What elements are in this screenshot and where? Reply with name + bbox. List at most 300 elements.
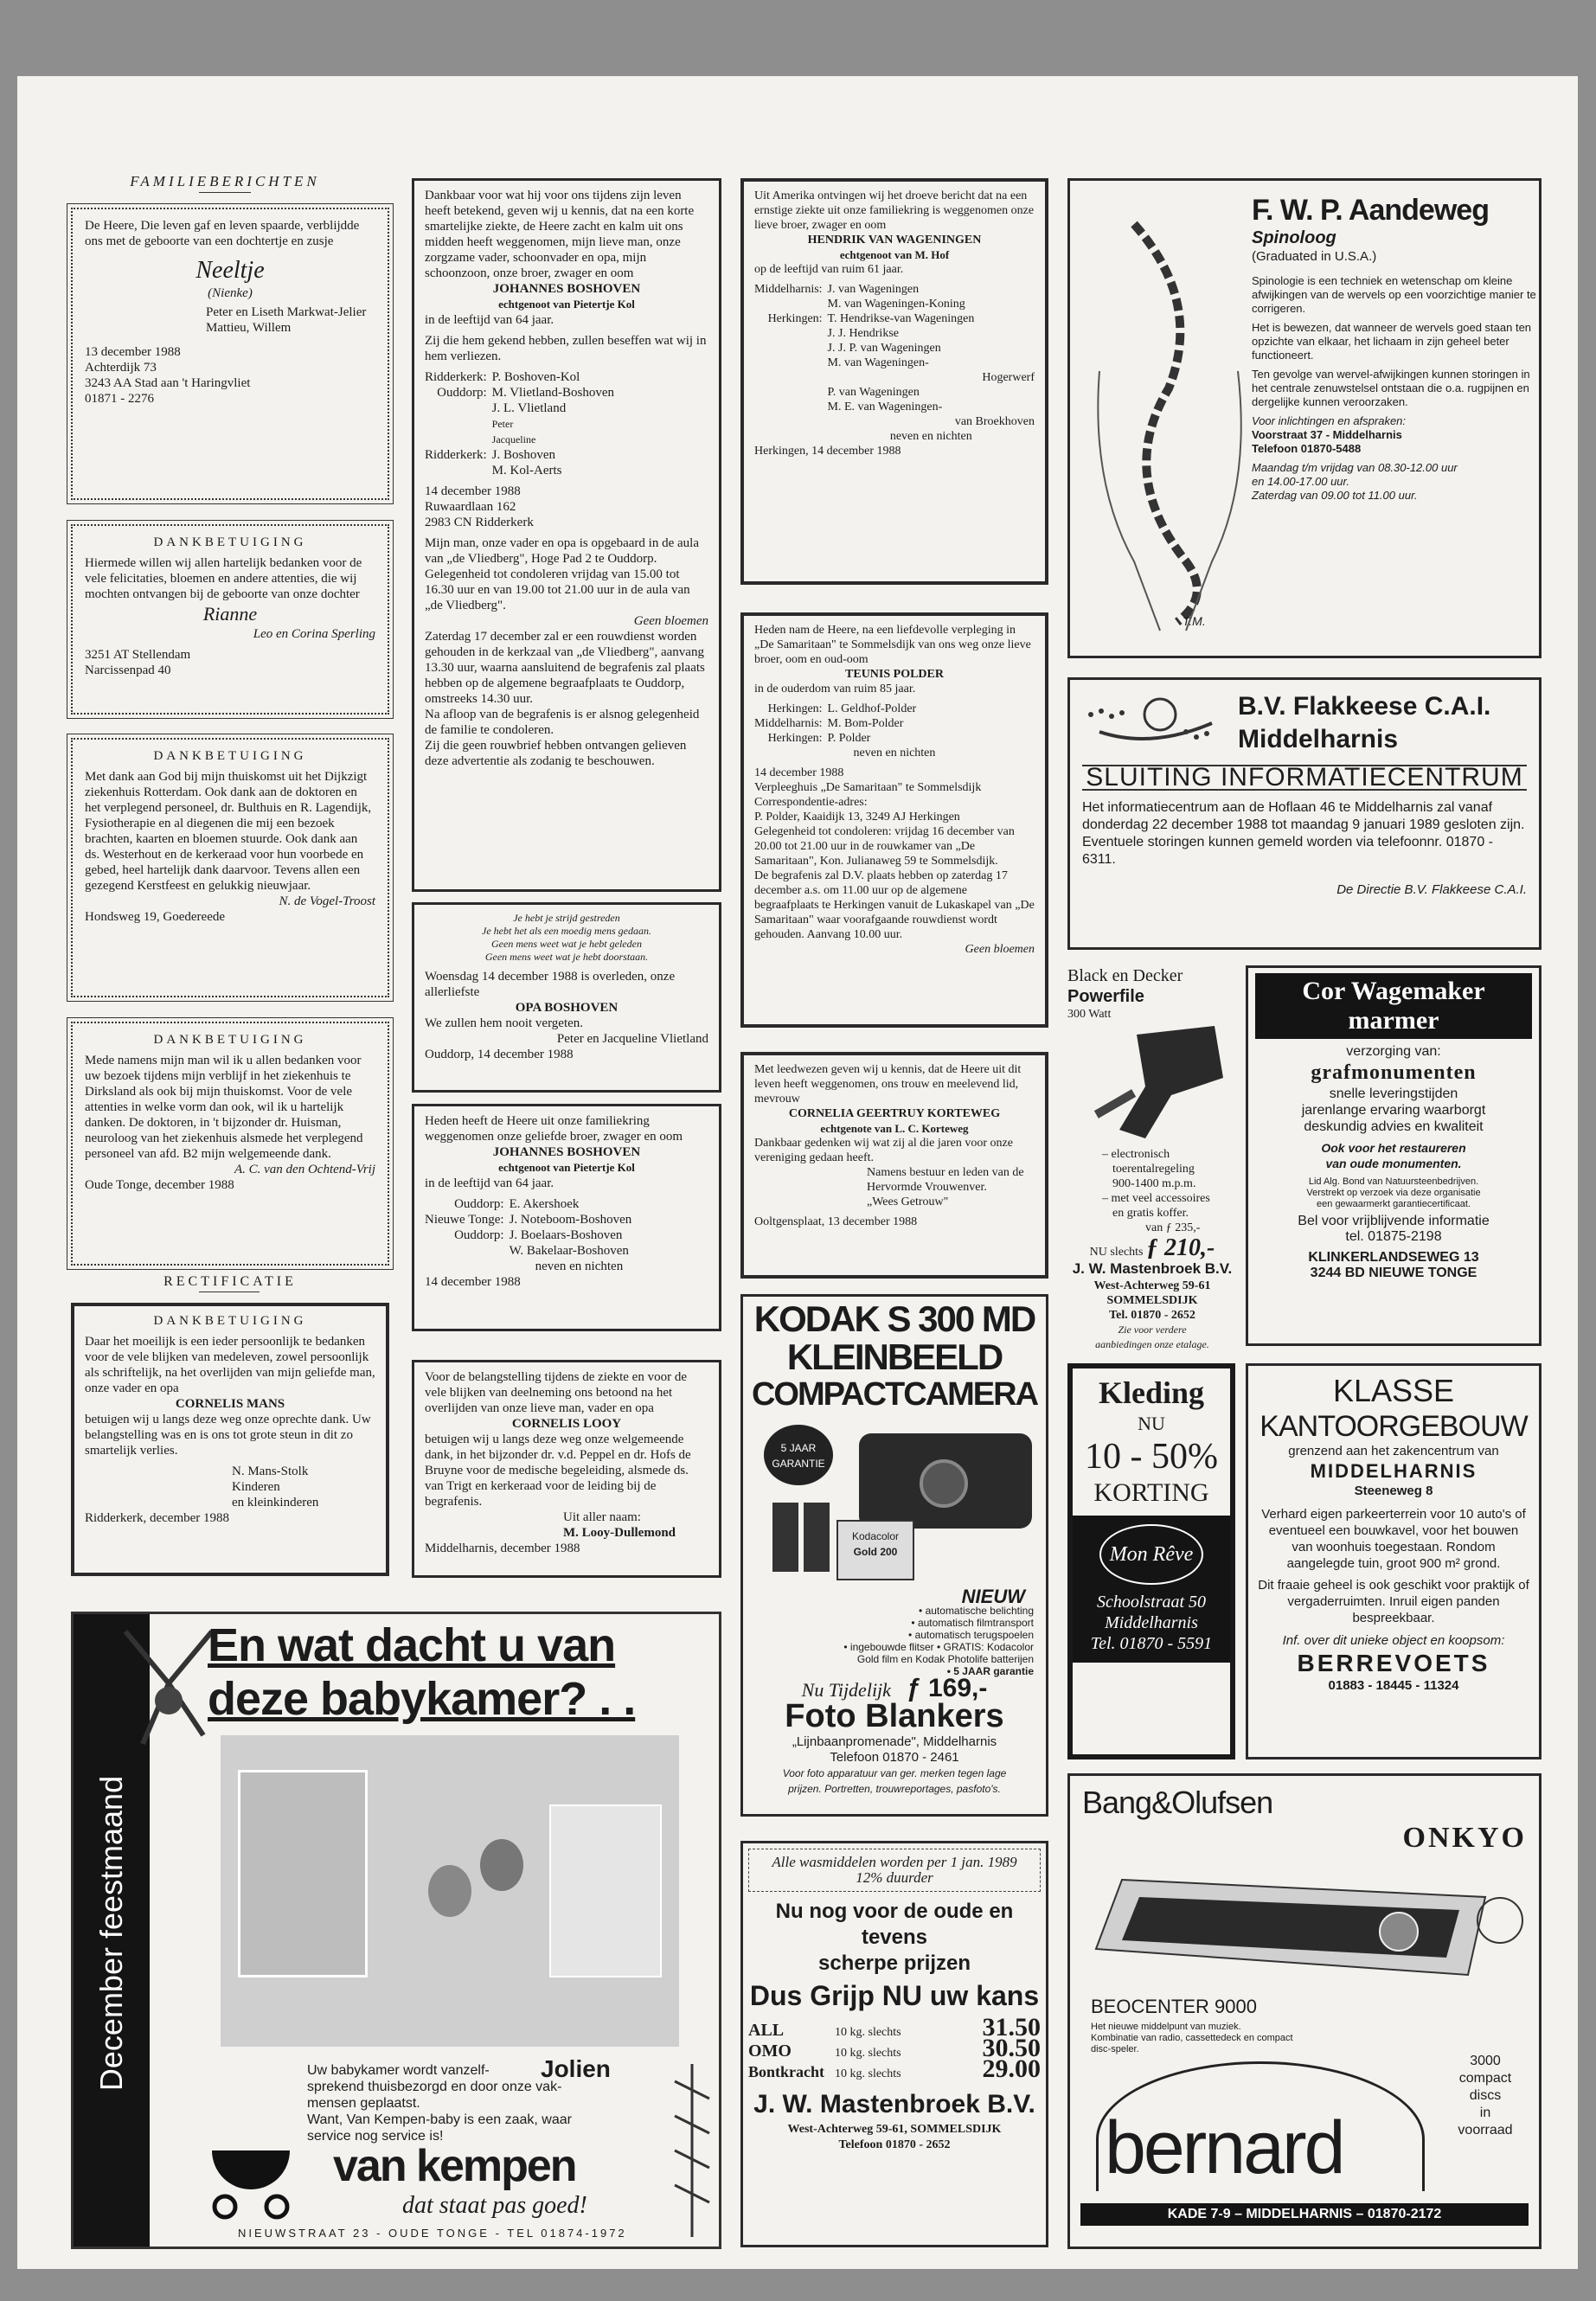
feature-item: toerentalregeling — [1112, 1163, 1195, 1176]
wagemaker-header — [1255, 973, 1532, 1039]
shop-logo: bernard — [1105, 2106, 1343, 2189]
birth-announcement — [71, 208, 389, 500]
place — [425, 432, 487, 447]
opening-hours: Zaterdag van 09.00 tot 11.00 uur. — [1252, 489, 1418, 502]
address: Ruwaardlaan 162 — [425, 500, 516, 514]
spouse: echtgenoot van Pietertje Kol — [498, 1161, 635, 1174]
cabinet-icon — [549, 1804, 662, 1977]
ad-text: Hiermede willen wij allen hartelijk bedanken voor de vele felicitaties, bloemen en andere attenties, die wij mochten ontvangen bij de geboorte van onze dochter — [85, 556, 362, 601]
ad-title: DANKBETUIGING — [153, 1314, 307, 1328]
relative: P. Boshoven-Kol — [491, 370, 580, 384]
ad-text: van oude monumenten. — [1325, 1157, 1462, 1170]
kodak-ad — [740, 1294, 1048, 1817]
company-name: Cor Wagemaker — [1302, 977, 1485, 1005]
family-list — [425, 1196, 708, 1274]
signature: N. Mans-Stolk — [232, 1465, 309, 1478]
place — [425, 463, 487, 478]
discount: 10 - 50% — [1085, 1437, 1218, 1477]
phone: Tel. 01870 - 2652 — [1109, 1309, 1195, 1322]
ad-title: DANKBETUIGING — [153, 749, 307, 763]
date: 14 december 1988 — [754, 766, 844, 779]
signature: Kinderen — [232, 1480, 280, 1494]
ad-headline: Nu nog voor de oude en tevens — [775, 1900, 1014, 1949]
relative: neven en nichten — [889, 430, 972, 443]
note: prijzen. Portretten, trouwreportages, pasfoto's. — [788, 1783, 1001, 1795]
price-notice — [748, 1849, 1041, 1892]
headline-line: deze babykamer? . . — [208, 1673, 636, 1725]
logo-text: Mon Rêve — [1109, 1543, 1194, 1566]
address: Oude Tonge, december 1988 — [85, 1178, 234, 1192]
profession: Spinoloog — [1252, 228, 1336, 247]
ad-text: Gelegenheid tot condoleren: vrijdag 16 december van 20.00 tot 21.00 uur in de rouwkamer van „De Samaritaan", Kon. Julianaweg 59 te Sommelsdijk. — [754, 825, 1015, 868]
age: op de leeftijd van ruim 61 jaar. — [754, 263, 904, 276]
ad-text: Dankbaar gedenken wij wat zij al die jaren voor onze vereniging gedaan heeft. — [754, 1137, 1013, 1164]
ad-text: Uw babykamer wordt vanzelf- — [307, 2063, 490, 2078]
ad-text: betuigen wij u langs deze weg onze welgemeende dank, in het bijzonder dr. v.d. Peppel en dr. Hofs de Bruyne voor de medische begeleiding, alsmede ds. van Trigt en kerkeraad voor de leiding bij de begrafenis. — [425, 1433, 691, 1509]
opening-hours: Maandag t/m vrijdag van 08.30-12.00 uur — [1252, 461, 1458, 474]
price: ƒ 169,- — [906, 1674, 988, 1702]
ad-text: betuigen wij u langs deze weg onze oprechte dank. Uw belangstelling was en is ons tot grote steun in dit zo smartelijk verlies. — [85, 1413, 371, 1458]
stock-notice — [1442, 2053, 1529, 2139]
ad-text: Mijn man, onze vader en opa is opgebaard in de aula van „de Vliedberg", Hoge Pad 2 te Ouddorp. — [425, 536, 699, 566]
price: 31.50 — [982, 2013, 1041, 2041]
deceased-name: HENDRIK VAN WAGENINGEN — [807, 234, 982, 247]
company-name: marmer — [1348, 1006, 1439, 1035]
feature-item: Gold film en Kodak Photolife batterijen — [856, 1653, 1034, 1665]
age: in de ouderdom van ruim 85 jaar. — [754, 683, 916, 695]
signature: A. C. van den Ochtend-Vrij — [234, 1163, 375, 1176]
shop-name: J. W. Mastenbroek B.V. — [1072, 1260, 1233, 1277]
pine-branch-icon — [670, 2064, 714, 2237]
vankempen-ad — [71, 1612, 721, 2249]
feature-item: – met veel accessoires — [1102, 1192, 1210, 1205]
address: 3243 AA Stad aan 't Haringvliet — [85, 376, 251, 390]
ad-headline: KODAK S 300 MD — [753, 1298, 1035, 1339]
ad-headline: COMPACTCAMERA — [751, 1376, 1038, 1413]
monreve-logo — [1099, 1524, 1203, 1585]
phone: Telefoon 01870 - 2652 — [838, 2138, 951, 2151]
ad-text: Daar het moeilijk is een ieder persoonlijk te bedanken voor de vele blijken van medeleven, zowel persoonlijk als schriftelijk, na het overlijden van mijn geliefde man, onze vader en opa — [85, 1335, 375, 1395]
new-label: NIEUW — [961, 1586, 1025, 1607]
ad-text: Voor de belangstelling tijdens de ziekte en voor de vele blijken van deelneming ons betoond na het overlijden van onze lieve man, vader en opa — [425, 1370, 687, 1415]
ad-text: Met leedwezen geven wij u kennis, dat de Heere uit dit leven heeft weggenomen, ons trouw en meelevend lid, mevrouw — [754, 1063, 1022, 1106]
notice-text: Alle wasmiddelen worden per 1 jan. 1989 — [772, 1854, 1017, 1870]
spine-icon — [1082, 198, 1255, 639]
shop-logo: van kempen — [333, 2141, 576, 2191]
artist-signature: T.M. — [1183, 614, 1206, 628]
deceased-name: TEUNIS POLDER — [845, 668, 944, 681]
person-icon — [428, 1865, 471, 1917]
price-row — [747, 1674, 1042, 1702]
badge-text: 5 JAAR — [780, 1442, 817, 1454]
company-name: B.V. Flakkeese C.A.I. — [1238, 692, 1491, 721]
address: Narcissenpad 40 — [85, 663, 171, 677]
power-tool-icon — [1085, 1017, 1232, 1147]
address: Ooltgensplaat, 13 december 1988 — [754, 1215, 918, 1228]
ad-text: Want, Van Kempen-baby is een zaak, waar — [307, 2112, 572, 2127]
relative: J. van Wageningen — [827, 283, 920, 296]
service-name: grafmonumenten — [1311, 1061, 1477, 1084]
address: West-Achterweg 59-61, SOMMELSDIJK — [787, 2123, 1002, 2136]
collection-name: Jolien — [541, 2055, 611, 2082]
notice-title: SLUITING INFORMATIECENTRUM — [1082, 765, 1527, 791]
address: 3251 AT Stellendam — [85, 648, 191, 662]
child-nickname: (Nienke) — [208, 286, 253, 300]
overlijden-boshoven-familie — [412, 1104, 721, 1331]
place: Middelharnis: — [754, 717, 823, 730]
ad-text: deskundig advies en kwaliteit — [1304, 1119, 1484, 1134]
phone: 01871 - 2276 — [85, 392, 154, 406]
stock-line: 3000 — [1470, 2054, 1501, 2068]
promo-label: NU slechts — [1089, 1246, 1144, 1259]
ad-headline: Dus Grijp NU uw kans — [749, 1980, 1040, 2011]
phone: Telefoon 01870-5488 — [1252, 442, 1362, 455]
ad-headline: scherpe prijzen — [817, 1952, 971, 1975]
battery-icon — [804, 1503, 830, 1572]
place: Ouddorp: — [454, 1228, 504, 1242]
ad-text: Woensdag 14 december 1988 is overleden, onze allerliefste — [425, 970, 676, 999]
date: 13 december 1988 — [85, 345, 181, 359]
place — [425, 401, 487, 416]
babykamer-photo — [221, 1735, 679, 2047]
correspondence-label: Correspondentie-adres: — [754, 796, 868, 809]
place: Herkingen: — [767, 702, 823, 715]
place — [754, 370, 823, 385]
rectificatie-dankbetuiging — [71, 1303, 389, 1576]
ad-text: We zullen hem nooit vergeten. — [425, 1016, 584, 1030]
relative: M. E. van Wageningen- — [827, 401, 943, 413]
location: MIDDELHARNIS — [1310, 1460, 1477, 1482]
wasmiddel-ad — [740, 1841, 1048, 2247]
price: 29.00 — [982, 2054, 1041, 2083]
graduation: (Graduated in U.S.A.) — [1252, 249, 1377, 264]
ad-text: snelle leveringstijden — [1329, 1086, 1458, 1101]
family-list — [754, 282, 1035, 444]
stock-line: in — [1479, 2106, 1491, 2120]
relative: J. Noteboom-Boshoven — [509, 1213, 632, 1227]
signature: „Wees Getrouw" — [867, 1195, 949, 1208]
side-banner-text: December feestmaand — [93, 1775, 129, 2091]
relative: E. Akershoek — [509, 1197, 580, 1211]
signature: N. de Vogel-Troost — [279, 894, 375, 908]
relative: L. Geldhof-Polder — [827, 702, 917, 715]
aandeweg-ad — [1067, 178, 1542, 658]
spouse: echtgenoot van Pietertje Kol — [498, 298, 635, 311]
ad-text: Uit Amerika ontvingen wij het droeve bericht dat na een ernstige ziekte uit onze familiekring is weggenomen onze lieve broer, zwager en oom — [754, 189, 1035, 232]
feature-item: • automatisch terugspoelen — [908, 1629, 1034, 1641]
address: Ridderkerk, december 1988 — [85, 1511, 230, 1525]
ad-text: De begrafenis zal D.V. plaats hebben op zaterdag 17 december a.s. om 11.00 uur op de algemene begraafplaats te Herkingen vanuit de Lukaskapel van „De Samaritaan" waar voorafgaande rouwdienst wordt gehouden. Aanvang 10.00 uur. — [754, 869, 1035, 941]
ad-text: Verhard eigen parkeerterrein voor 10 auto's of eventueel een bouwkavel, voor het bouwen van woonhuis toegestaan. Rondom aangelegde tuin, groot 900 m² grond. — [1261, 1507, 1526, 1571]
place: Herkingen: — [767, 312, 823, 325]
product-model: BEOCENTER 9000 — [1091, 1996, 1257, 2017]
brand: Black en Decker — [1067, 966, 1183, 985]
address: 2983 CN Ridderkerk — [425, 516, 534, 529]
date: Herkingen, 14 december 1988 — [754, 445, 901, 458]
fine-print: Verstrekt op verzoek via deze organisatie — [1306, 1188, 1481, 1198]
phone: 01883 - 18445 - 11324 — [1328, 1678, 1459, 1693]
place: Ridderkerk: — [425, 448, 487, 462]
divider — [199, 192, 251, 193]
place — [754, 326, 823, 341]
place — [425, 416, 487, 432]
newspaper-page — [17, 76, 1578, 2269]
notice-text: 12% duurder — [856, 1869, 933, 1886]
place — [754, 297, 823, 311]
description-line: disc-speler. — [1091, 2044, 1139, 2054]
relative: T. Hendrikse-van Wageningen — [827, 312, 975, 325]
wagemaker-ad — [1246, 965, 1542, 1346]
parents: Peter en Liseth Markwat-Jelier — [206, 305, 367, 319]
deceased-name: OPA BOSHOVEN — [515, 1001, 619, 1015]
ad-text: verzorging van: — [1346, 1044, 1441, 1059]
family-list — [425, 369, 708, 478]
ad-title: DANKBETUIGING — [153, 1033, 307, 1047]
relative: J. Boshoven — [491, 448, 555, 462]
price-list — [748, 2013, 1041, 2083]
beocenter-image — [1087, 1862, 1503, 1992]
ad-text: NU — [1138, 1413, 1165, 1434]
deceased-name: CORNELIA GEERTRUY KORTEWEG — [788, 1107, 1001, 1120]
ad-text: Spinologie is een techniek en wetenschap om kleine afwijkingen van de wervels op een voorzichtige manier te corrigeren. — [1252, 274, 1536, 315]
relative: J. L. Vlietland — [491, 401, 567, 415]
aandeweg-text — [1252, 193, 1537, 503]
place — [425, 1243, 504, 1259]
product-name: Powerfile — [1067, 987, 1144, 1006]
cai-header — [1082, 689, 1527, 758]
stock-line: voorraad — [1458, 2123, 1513, 2138]
address: Steeneweg 8 — [1354, 1484, 1433, 1498]
place — [754, 385, 823, 400]
overlijden-boshoven — [412, 178, 721, 892]
opening-hours: en 14.00-17.00 uur. — [1252, 475, 1349, 488]
signature: Uit aller naam: — [563, 1510, 641, 1524]
pram-icon — [203, 2133, 298, 2220]
product-name: OMO — [748, 2041, 792, 2061]
guarantee-badge — [764, 1425, 833, 1485]
relative: Peter — [491, 418, 514, 430]
relative: M. Kol-Aerts — [491, 464, 562, 478]
signature: Namens bestuur en leden van de Hervormde Vrouwenver. — [867, 1166, 1024, 1194]
no-flowers: Geen bloemen — [965, 943, 1035, 956]
ad-title: DANKBETUIGING — [153, 535, 307, 549]
old-price: van ƒ 235,- — [1145, 1221, 1201, 1234]
deceased-name: CORNELIS LOOY — [511, 1417, 622, 1431]
date: 14 december 1988 — [425, 484, 521, 498]
address: SOMMELSDIJK — [1106, 1294, 1198, 1307]
address: NIEUWSTRAAT 23 - OUDE TONGE - TEL 01874-1972 — [238, 2227, 627, 2240]
relative: M. van Wageningen- — [827, 356, 929, 369]
shop-name: Foto Blankers — [785, 1698, 1004, 1734]
announcement-text: De Heere, Die leven gaf en leven spaarde, verblijdde ons met de geboorte van een dochtertje en zusje — [85, 219, 360, 248]
slogan: dat staat pas goed! — [402, 2192, 587, 2219]
ad-text: Het informatiecentrum aan de Hoflaan 46 te Middelharnis zal vanaf donderdag 22 december 1988 tot maandag 9 januari 1989 gesloten zijn. Eventuele storingen kunnen gemeld worden via telefoonnr. 01870 - 6311. — [1082, 800, 1525, 867]
relative: neven en nichten — [853, 747, 936, 760]
product-name: Bontkracht — [748, 2063, 825, 2080]
relative: M. Vlietland-Boshoven — [491, 386, 615, 400]
signature: M. Looy-Dullemond — [563, 1526, 676, 1540]
ad-text: jarenlange ervaring waarborgt — [1301, 1103, 1486, 1118]
ad-text: Het is bewezen, dat wanneer de wervels goed staan ten opzichte van elkaar, het lichaam in zijn geheel beter functioneert. — [1252, 321, 1532, 362]
battery-icon — [772, 1503, 798, 1572]
spouse: echtgenote van L. C. Korteweg — [820, 1122, 969, 1135]
dankbetuiging-ochtend — [71, 1022, 389, 1266]
overlijden-polder — [740, 612, 1048, 1028]
stock-line: compact — [1458, 2071, 1512, 2086]
relative: van Broekhoven — [954, 415, 1035, 428]
address: Achterdijk 73 — [85, 361, 157, 375]
ad-text: Heden heeft de Heere uit onze familiekring weggenomen onze geliefde broer, zwager en oom — [425, 1114, 683, 1144]
address: P. Polder, Kaaidijk 13, 3249 AJ Herkingen — [754, 811, 960, 824]
practitioner-name: F. W. P. Aandeweg — [1252, 194, 1489, 227]
film-label: Kodacolor — [851, 1530, 900, 1542]
ad-text: Dankbaar voor wat hij voor ons tijdens zijn leven heeft betekend, geven wij u kennis, dat na een korte smartelijke ziekte, de Heere zacht en kalm uit ons midden heeft weggenomen, mijn lieve man, onze zorgzame vader, schoonvader en opa, mijn schoonzoon, onze broer, zwager en oom — [425, 189, 695, 280]
ad-text: Zaterdag 17 december zal er een rouwdienst worden gehouden in de kerkzaal van „de Vliedberg", aanvang 13.30 uur, waarna aansluitend de begrafenis zal plaats hebben op de algemene begraafplaats te Ouddorp, omstreeks 14.30 uur. — [425, 630, 705, 706]
relative: Hogerwerf — [982, 371, 1035, 384]
bd-footer — [1067, 1234, 1237, 1352]
place: Middelharnis: — [754, 283, 823, 296]
age: in de leeftijd van 64 jaar. — [425, 313, 554, 327]
price-row — [748, 2054, 1041, 2083]
address: Middelharnis, december 1988 — [425, 1541, 580, 1555]
ad-text: grenzend aan het zakencentrum van — [1288, 1444, 1499, 1458]
relative: P. Polder — [827, 732, 871, 745]
date: 14 december 1988 — [425, 1275, 521, 1289]
poem-line: Je hebt je strijd gestreden — [513, 912, 620, 924]
kantoorgebouw-ad — [1246, 1363, 1542, 1759]
cai-ad — [1067, 677, 1542, 950]
product-description — [1091, 2022, 1350, 2055]
ad-text: Inf. over dit unieke object en koopsom: — [1282, 1633, 1505, 1648]
feature-item: 900-1400 m.p.m. — [1112, 1177, 1196, 1190]
note: Zie voor verdere — [1118, 1324, 1187, 1336]
verse: Zij die hem gekend hebben, zullen beseffen wat wij in hem verliezen. — [425, 334, 707, 363]
relative: M. van Wageningen-Koning — [827, 298, 965, 311]
badge-text: GARANTIE — [772, 1458, 825, 1470]
feature-item: • 5 JAAR garantie — [946, 1665, 1034, 1677]
dankbetuiging-vogel — [71, 738, 389, 997]
brand-logo: ONKYO — [1402, 1822, 1527, 1854]
headline-line: En wat dacht u van — [208, 1619, 616, 1671]
place — [754, 414, 823, 429]
black-decker-ad — [1067, 965, 1237, 1350]
poem-line: Geen mens weet wat je hebt geleden — [491, 938, 642, 950]
info-label: Voor inlichtingen en afspraken: — [1252, 414, 1407, 427]
vankempen-text — [307, 2062, 584, 2144]
description-line: Kombinatie van radio, cassettedeck en compact — [1091, 2033, 1293, 2043]
relative: J. Boelaars-Boshoven — [509, 1228, 623, 1242]
address: 3244 BD NIEUWE TONGE — [1310, 1266, 1477, 1280]
camera-image — [747, 1416, 1042, 1589]
ad-text: Ook voor het restaureren — [1321, 1141, 1466, 1155]
company-name: Middelharnis — [1238, 725, 1399, 753]
place: Ouddorp: — [437, 386, 487, 400]
address: Voorstraat 37 - Middelharnis — [1252, 428, 1402, 441]
poem-line: Geen mens weet wat je hebt doorstaan. — [484, 951, 649, 963]
power: 300 Watt — [1067, 1008, 1112, 1021]
address: West-Achterweg 59-61 — [1093, 1279, 1211, 1292]
ad-headline: KLEINBEELD — [786, 1336, 1003, 1377]
address: Middelharnis — [1105, 1613, 1198, 1632]
child-name: Rianne — [202, 603, 258, 625]
place — [754, 429, 823, 444]
dankbetuiging-sperling — [71, 524, 389, 715]
rectificatie-header: RECTIFICATIE — [163, 1274, 297, 1289]
cai-name — [1238, 690, 1490, 756]
ad-text: sprekend thuisbezorgd en door onze vak- — [307, 2080, 562, 2094]
feature-item: • ingebouwde flitser • GRATIS: Kodacolor — [843, 1641, 1034, 1653]
ad-text: Ten gevolge van wervel-afwijkingen kunnen storingen in het centrale zenuwstelsel ontstaan die o.a. rugpijnen en dergelijke kunnen veroorzaken. — [1252, 368, 1530, 408]
ad-headline: KLASSE — [1332, 1373, 1455, 1408]
fine-print: een gewaarmerkt garantiecertificaat. — [1317, 1199, 1471, 1209]
ad-text: Dit fraaie geheel is ook geschikt voor praktijk of vergaderruimten. Inruil eigen panden bespreekbaar. — [1258, 1578, 1529, 1625]
deceased-name: CORNELIS MANS — [175, 1397, 285, 1411]
signature: Peter en Jacqueline Vlietland — [556, 1032, 708, 1046]
relative: Jacqueline — [491, 433, 536, 445]
ad-text: mensen geplaatst. — [307, 2096, 420, 2111]
age: in de leeftijd van 64 jaar. — [425, 1176, 554, 1190]
child-name: Neeltje — [195, 257, 265, 284]
quantity: 10 kg. slechts — [835, 2026, 901, 2039]
deceased-name: JOHANNES BOSHOVEN — [492, 1145, 641, 1159]
address: „Lijnbaanpromenade", Middelharnis — [792, 1734, 997, 1749]
feature-item: • automatisch filmtransport — [911, 1617, 1034, 1629]
feature-item: • automatische belichting — [919, 1605, 1034, 1617]
family-list — [754, 702, 1035, 760]
kleding-ad — [1067, 1363, 1235, 1759]
address: Ouddorp, 14 december 1988 — [425, 1048, 574, 1061]
place — [425, 1259, 504, 1274]
ad-text: Met dank aan God bij mijn thuiskomst uit het Dijkzigt ziekenhuis Rotterdam. Ook dank aan de doktoren en het verplegend personeel, dr. Bulthuis en R. Lagendijk, Fysiotherapie en al diegenen die mij een bezoek brachten, kaarten en bloemen stuurde. Ook dank aan ds. Westerhout en de kerkeraad voor hun voorbede en gebed, heel hartelijk dank daarvoor. Tevens allen een gezegend Kerstfeest en gelukkig nieuwjaar. — [85, 770, 372, 893]
deceased-name: JOHANNES BOSHOVEN — [492, 282, 641, 296]
monreve-block — [1073, 1516, 1230, 1663]
place: Verpleeghuis „De Samaritaan" te Sommelsdijk — [754, 781, 982, 794]
siblings: Mattieu, Willem — [206, 321, 292, 335]
address-bar: KADE 7-9 – MIDDELHARNIS – 01870-2172 — [1080, 2203, 1529, 2226]
ad-text: service nog service is! — [307, 2129, 444, 2144]
cai-logo-icon — [1082, 689, 1221, 758]
overlijden-van-wageningen — [740, 178, 1048, 585]
relative: J. J. P. van Wageningen — [827, 342, 941, 355]
address: KLINKERLANDSEWEG 13 — [1308, 1250, 1479, 1265]
signature: De Directie B.V. Flakkeese C.A.I. — [1336, 882, 1527, 897]
relative: J. J. Hendrikse — [827, 327, 899, 340]
poem-line: Je hebt het als een moedig mens gedaan. — [482, 925, 651, 937]
signature: Leo en Corina Sperling — [253, 627, 375, 641]
feature-item: – electronisch — [1102, 1148, 1170, 1161]
overlijden-korteweg — [740, 1052, 1048, 1279]
place — [754, 356, 823, 370]
relative: P. van Wageningen — [827, 386, 920, 399]
no-flowers: Geen bloemen — [633, 614, 708, 628]
description-line: Het nieuwe middelpunt van muziek. — [1091, 2022, 1241, 2032]
address: Hondsweg 19, Goedereede — [85, 910, 226, 924]
ad-text: Na afloop van de begrafenis is er alsnog gelegenheid de familie te condoleren. — [425, 708, 700, 737]
person-icon — [480, 1839, 523, 1891]
fine-print: Lid Alg. Bond van Natuursteenbedrijven. — [1308, 1176, 1479, 1187]
christmas-ornament-icon — [117, 1623, 221, 1753]
ad-text: KORTING — [1093, 1478, 1209, 1507]
company-name: BERREVOETS — [1297, 1650, 1490, 1676]
quantity: 10 kg. slechts — [835, 2047, 901, 2060]
feature-item: en gratis koffer. — [1112, 1207, 1189, 1220]
feature-list — [747, 1605, 1042, 1677]
promo-label: Nu Tijdelijk — [801, 1679, 891, 1701]
vankempen-headline — [208, 1618, 635, 1726]
signature: en kleinkinderen — [232, 1496, 319, 1509]
quantity: 10 kg. slechts — [835, 2067, 901, 2080]
bo-seal-icon — [1477, 1897, 1523, 1944]
